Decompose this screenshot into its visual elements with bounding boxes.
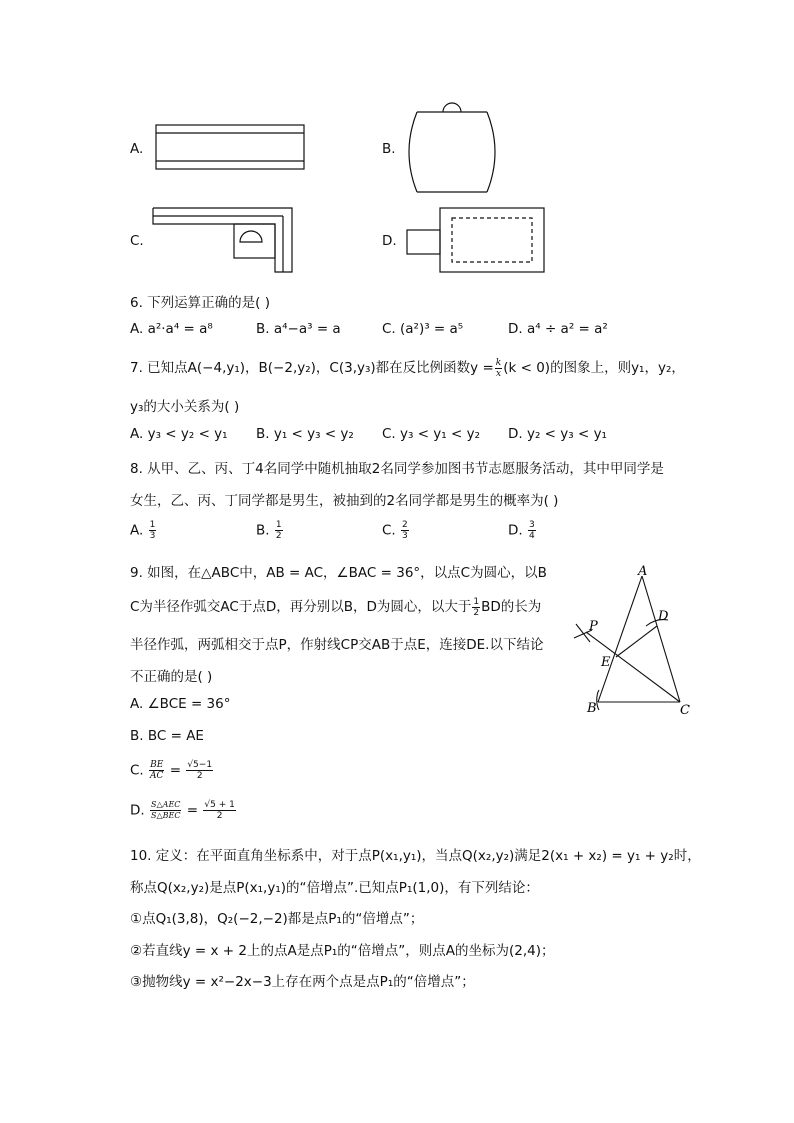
q7-option-a: A. y₃ < y₂ < y₁ xyxy=(130,426,228,442)
q7-line2: y₃的大小关系为( ) xyxy=(130,399,240,415)
q7-line1-a: 7. 已知点A(−4,y₁)，B(−2,y₂)，C(3,y₃)都在反比例函数y = xyxy=(130,360,494,376)
q7-line1 xyxy=(130,356,685,379)
q9-triangle-figure xyxy=(568,560,708,720)
q9-half-fraction xyxy=(472,597,480,618)
q8-option-b-label: B. xyxy=(256,522,270,539)
q6-option-c: C. (a²)³ = a⁵ xyxy=(382,321,464,337)
q8-a-denominator: 3 xyxy=(149,531,156,541)
q6-stem: 6. 下列运算正确的是( ) xyxy=(130,295,270,311)
q6-option-a: A. a²·a⁴ = a⁸ xyxy=(130,321,213,337)
q9-c-rhs-denominator: 2 xyxy=(196,771,203,781)
q9-d-denominator: S△BEC xyxy=(150,811,181,820)
q10-item3: ③抛物线y = x²−2x−3上存在两个点是点P₁的“倍增点”； xyxy=(130,974,475,990)
q9-c-numerator: BE xyxy=(150,760,164,770)
q5-option-d-label: D. xyxy=(382,233,397,249)
q8-line1: 8. 从甲、乙、丙、丁4名同学中随机抽取2名同学参加图书节志愿服务活动，其中甲同学是 xyxy=(130,461,664,477)
q5-figure-a xyxy=(155,124,307,172)
q8-option-b xyxy=(256,520,284,541)
q9-option-a: A. ∠BCE = 36° xyxy=(130,696,231,712)
label-e: E xyxy=(601,655,611,670)
q7-option-c: C. y₃ < y₁ < y₂ xyxy=(382,426,481,442)
q5-option-b-label: B. xyxy=(382,141,396,157)
q8-b-denominator: 2 xyxy=(275,531,282,541)
q7-frac-denominator: x xyxy=(495,368,502,379)
q9-line3: 半径作弧，两弧相交于点P，作射线CP交AB于点E，连接DE.以下结论 xyxy=(130,637,544,653)
q7-line1-b: (k < 0)的图象上，则y₁，y₂， xyxy=(503,360,685,376)
q9-option-c-label: C. xyxy=(130,762,144,779)
q7-option-b: B. y₁ < y₃ < y₂ xyxy=(256,426,354,442)
label-p: P xyxy=(589,619,598,634)
q10-line1: 10. 定义：在平面直角坐标系中，对于点P(x₁,y₁)，当点Q(x₂,y₂)满足2(x₁ + x₂) = y₁ + y₂时， xyxy=(130,848,701,864)
q8-d-denominator: 4 xyxy=(528,531,535,541)
q5-option-a-label: A. xyxy=(130,141,144,157)
q9-d-numerator: S△AEC xyxy=(151,800,181,809)
q10-item2: ②若直线y = x + 2上的点A是点P₁的“倍增点”，则点A的坐标为(2,4)； xyxy=(130,943,555,959)
q8-option-c xyxy=(382,520,410,541)
q8-option-d-label: D. xyxy=(508,522,523,539)
q9-c-rhs-numerator: √5−1 xyxy=(187,760,213,770)
q9-c-denominator: AC xyxy=(150,771,164,781)
q9-half-numerator: 1 xyxy=(473,596,480,607)
q5-figure-d xyxy=(405,206,550,276)
q8-line2: 女生，乙、丙、丁同学都是男生，被抽到的2名同学都是男生的概率为( ) xyxy=(130,493,559,509)
label-b: B xyxy=(587,701,597,716)
label-a: A xyxy=(638,564,648,579)
q6-option-d: D. a⁴ ÷ a² = a² xyxy=(508,321,608,337)
label-c: C xyxy=(680,703,690,718)
q8-option-d xyxy=(508,520,537,541)
q9-option-b: B. BC = AE xyxy=(130,728,204,744)
q5-figure-b xyxy=(405,100,497,195)
q9-line2-a: C为半径作弧交AC于点D，再分别以B，D为圆心，以大于 xyxy=(130,599,472,615)
q5-option-c-label: C. xyxy=(130,233,144,249)
q8-c-numerator: 2 xyxy=(402,520,408,530)
label-d: D xyxy=(658,609,669,624)
q9-option-d: D. $\frac{\text{S△AEC}}{\text{S△BEC}}$ = $\frac{√5 + 1}{2}$ xyxy=(130,800,235,821)
q6-option-b: B. a⁴−a³ = a xyxy=(256,321,341,337)
q8-d-numerator: 3 xyxy=(528,520,535,530)
q8-b-numerator: 1 xyxy=(275,520,282,530)
q9-line4: 不正确的是( ) xyxy=(130,669,213,685)
q10-line2: 称点Q(x₂,y₂)是点P(x₁,y₁)的“倍增点”.已知点P₁(1,0)，有下列结论： xyxy=(130,880,539,896)
q5-figure-c xyxy=(152,206,297,276)
q9-line1: 9. 如图，在△ABC中，AB = AC，∠BAC = 36°，以点C为圆心，以B xyxy=(130,565,547,581)
q9-line2-b: BD的长为 xyxy=(481,599,542,615)
q9-option-d-label: D. xyxy=(130,802,145,819)
q10-item1: ①点Q₁(3,8)，Q₂(−2,−2)都是点P₁的“倍增点”； xyxy=(130,911,424,927)
q9-line2 xyxy=(130,595,541,618)
q7-frac-numerator: k xyxy=(495,357,502,368)
q7-fraction xyxy=(495,358,502,379)
segment-de xyxy=(616,626,657,657)
side-ac xyxy=(642,576,680,702)
q9-half-denominator: 2 xyxy=(473,607,480,618)
q8-option-c-label: C. xyxy=(382,522,396,539)
q7-option-d: D. y₂ < y₃ < y₁ xyxy=(508,426,607,442)
q9-option-c: C. $\frac{BE}{AC}$ = $\frac{√5-1}{2}$ xyxy=(130,760,213,781)
q8-option-a-label: A. xyxy=(130,522,144,539)
q8-a-numerator: 1 xyxy=(149,520,156,530)
q9-d-rhs-denominator: 2 xyxy=(216,811,223,821)
q9-d-rhs-numerator: √5 + 1 xyxy=(204,800,235,810)
q8-c-denominator: 3 xyxy=(402,531,408,541)
side-ab xyxy=(598,576,642,702)
q8-option-a xyxy=(130,520,157,541)
